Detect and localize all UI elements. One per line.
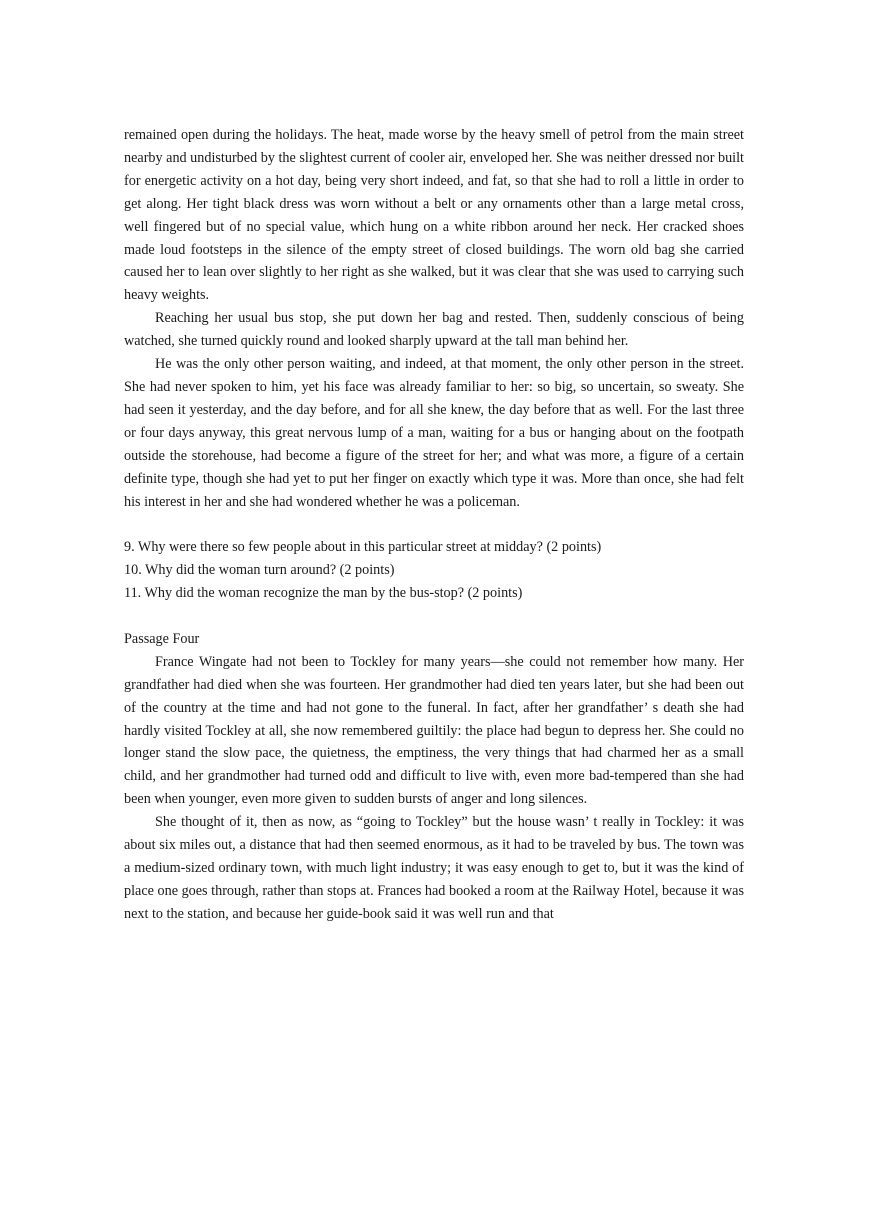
- question-9: 9. Why were there so few people about in this particular street at midday? (2 points): [124, 539, 602, 556]
- passage-three-paragraph-1: remained open during the holidays. The heat, made worse by the heavy smell of petrol from the main street nearby and undisturbed by the slightest current of cooler air, enveloped her. She was neither dressed nor built for energetic activity on a hot day, being very short indeed, and fat, so that she had to roll a little in order to get along. Her tight black dress was worn without a belt or any ornaments other than a large metal cross, well fingered but of no special value, which hung on a white ribbon around her neck. Her cracked shoes made loud footsteps in the silence of the empty street of closed buildings. The worn old bag she carried caused her to lean over slightly to her right as she walked, but it was clear that she was used to carrying such heavy weights.: [124, 127, 744, 304]
- spacer: [124, 513, 744, 536]
- passage-four-paragraph-1: France Wingate had not been to Tockley for many years—she could not remember how many. Her grandfather had died when she was fourteen. Her grandmother had died ten years later, but she had been out of the country at the time and had not gone to the funeral. In fact, after her grandfather’ s death she had hardly visited Tockley at all, she now remembered guiltily: the place had begun to depress her. She could no longer stand the slow pace, the quietness, the emptiness, the very things that had charmed her as a small child, and her grandmother had turned odd and difficult to live with, even more bad-tempered than she had been when younger, even more given to sudden bursts of anger and long silences.: [124, 653, 744, 808]
- question-10: 10. Why did the woman turn around? (2 points): [124, 562, 395, 579]
- passage-three-paragraph-3: He was the only other person waiting, and indeed, at that moment, the only other person in the street. She had never spoken to him, yet his face was already familiar to her: so big, so uncertain, so sweaty. She had seen it yesterday, and the day before, and for all she knew, the day before that as well. For the last three or four days anyway, this great nervous lump of a man, waiting for a bus or hanging about on the footpath outside the storehouse, had become a figure of the street for her; and what was more, a figure of a certain definite type, though she had yet to put her finger on exactly which type it was. More than once, she had felt his interest in her and she had wondered whether he was a policeman.: [124, 356, 744, 510]
- passage-four-paragraph-2: She thought of it, then as now, as “going to Tockley” but the house wasn’ t really in Tockley: it was about six miles out, a distance that had then seemed enormous, as it had to be traveled by bus. The town was a medium-sized ordinary town, with much light industry; it was easy enough to get to, but it was the kind of place one goes through, rather than stops at. Frances had booked a room at the Railway Hotel, because it was next to the station, and because her guide-book said it was well run and that: [124, 814, 744, 922]
- spacer: [124, 605, 744, 628]
- page-content: [124, 124, 744, 926]
- passage-four-heading: Passage Four: [124, 630, 200, 647]
- question-11: 11. Why did the woman recognize the man by the bus-stop? (2 points): [124, 585, 523, 602]
- passage-three-paragraph-2: Reaching her usual bus stop, she put down her bag and rested. Then, suddenly conscious of being watched, she turned quickly round and looked sharply upward at the tall man behind her.: [124, 310, 744, 350]
